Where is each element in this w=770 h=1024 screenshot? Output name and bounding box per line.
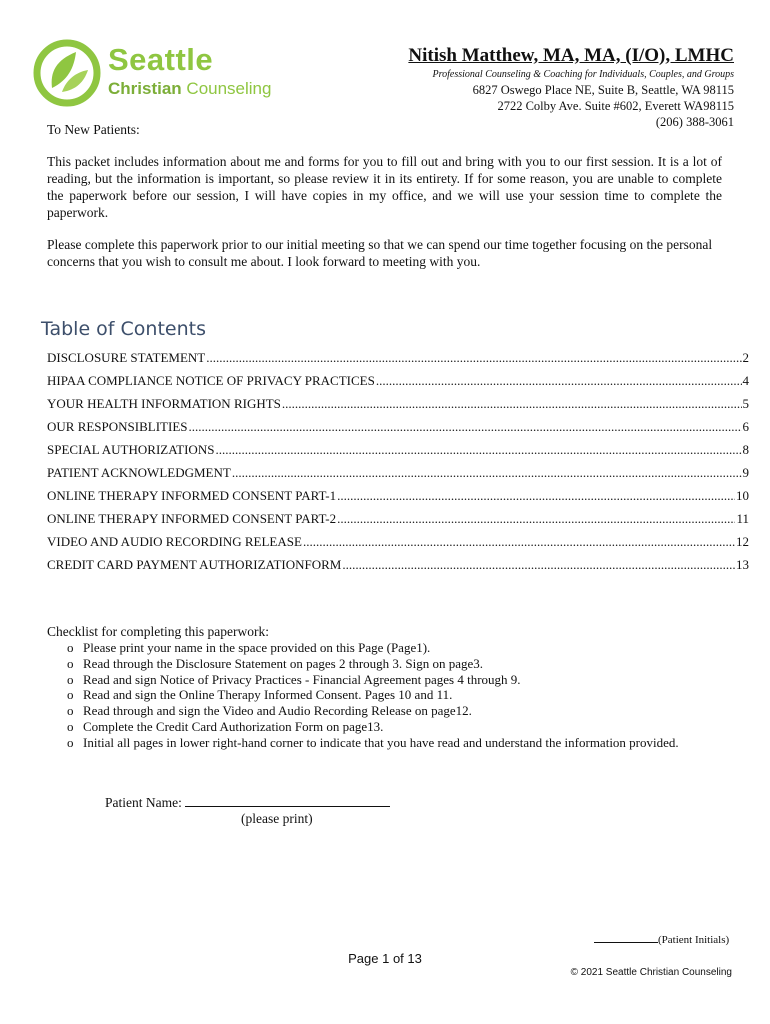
checklist-item	[67, 735, 679, 751]
toc-entry[interactable]	[47, 442, 749, 465]
checklist-item-text: Read and sign Notice of Privacy Practices - Financial Agreement pages 4 through 9.	[83, 671, 521, 687]
checklist-item	[67, 672, 679, 688]
toc-entry-title: ONLINE THERAPY INFORMED CONSENT PART-2	[47, 511, 337, 526]
toc-entry-title: OUR RESPONSIBLITIES	[47, 419, 188, 434]
toc-entry-title: HIPAA COMPLIANCE NOTICE OF PRIVACY PRACTICES	[47, 373, 375, 388]
checklist-bullet: o	[67, 640, 74, 655]
checklist-item	[67, 719, 679, 735]
print-hint: (please print)	[241, 811, 313, 826]
toc-entry-page: 13	[736, 557, 749, 572]
patient-name-row	[105, 793, 390, 811]
toc-dot-leader	[206, 350, 741, 366]
checklist-bullet: o	[67, 671, 74, 687]
checklist-item-text: Complete the Credit Card Authorization Form on page13.	[83, 718, 384, 734]
toc-entry-title: DISCLOSURE STATEMENT	[47, 350, 206, 365]
toc-entry[interactable]	[47, 511, 749, 534]
initials-label: (Patient Initials)	[658, 934, 730, 946]
checklist-bullet: o	[67, 703, 74, 719]
checklist-item	[67, 656, 679, 672]
address-seattle: 6827 Oswego Place NE, Suite B, Seattle, WA 98115	[472, 83, 734, 97]
checklist-item-text: Read and sign the Online Therapy Informed Consent. Pages 10 and 11.	[83, 687, 453, 703]
initials-field[interactable]	[594, 932, 658, 943]
toc-dot-leader	[342, 557, 735, 573]
toc-entry[interactable]	[47, 350, 749, 373]
toc-dot-leader	[337, 488, 735, 504]
toc-dot-leader	[337, 511, 735, 527]
toc-dot-leader	[282, 396, 742, 412]
toc-entry[interactable]	[47, 419, 749, 442]
checklist-bullet: o	[67, 687, 74, 703]
toc-entry-title: VIDEO AND AUDIO RECORDING RELEASE	[47, 534, 302, 549]
toc-entry-title: YOUR HEALTH INFORMATION RIGHTS	[47, 396, 281, 411]
checklist-item	[67, 640, 679, 656]
toc-entry-page: 2	[742, 350, 749, 365]
page-number: Page 1 of 13	[348, 951, 422, 966]
checklist-bullet: o	[67, 734, 74, 750]
toc-entry[interactable]	[47, 373, 749, 396]
toc-entry-title: PATIENT ACKNOWLEDGMENT	[47, 465, 231, 480]
practice-tagline: Professional Counseling & Coaching for Individuals, Couples, and Groups	[432, 69, 734, 80]
toc-dot-leader	[232, 465, 742, 481]
toc-entry[interactable]	[47, 396, 749, 419]
practitioner-name: Nitish Matthew, MA, MA, (I/O), LMHC	[408, 45, 734, 66]
leaf-logo-icon	[32, 38, 102, 108]
logo	[32, 38, 322, 108]
toc-entry-page: 4	[742, 373, 749, 388]
toc-entry[interactable]	[47, 557, 749, 580]
checklist-item-text: Please print your name in the space provided on this Page (Page1).	[83, 640, 431, 655]
request-paragraph: Please complete this paperwork prior to our initial meeting so that we can spend our time together focusing on the personal concerns that you wish to consult me about. I look forward to meeting with you.	[47, 237, 713, 269]
checklist-item	[67, 703, 679, 719]
toc-entry-title: CREDIT CARD PAYMENT AUTHORIZATIONFORM	[47, 557, 342, 572]
toc-entry-page: 11	[736, 511, 749, 526]
checklist	[67, 640, 679, 751]
intro-paragraph: This packet includes information about me and forms for you to fill out and bring with you to our first session. It is a lot of reading, but the information is important, so please review it in its entirety. If for some reason, you are unable to complete the paperwork before our session, I will have copies in my office, and we will use your session time to complete the paperwork.	[47, 154, 722, 220]
patient-name-field[interactable]	[185, 793, 390, 807]
toc-entry-page: 9	[742, 465, 749, 480]
toc-dot-leader	[303, 534, 735, 550]
table-of-contents	[47, 350, 749, 580]
patient-initials	[594, 932, 729, 946]
greeting: To New Patients:	[47, 122, 140, 137]
checklist-item	[67, 687, 679, 703]
toc-dot-leader	[376, 373, 742, 389]
toc-entry[interactable]	[47, 488, 749, 511]
toc-entry[interactable]	[47, 534, 749, 557]
toc-entry-page: 5	[742, 396, 749, 411]
toc-entry-page: 6	[742, 419, 749, 434]
toc-heading: Table of Contents	[41, 318, 206, 340]
patient-name-label: Patient Name:	[105, 795, 182, 810]
address-everett: 2722 Colby Ave. Suite #602, Everett WA98115	[497, 99, 734, 113]
checklist-item-text: Read through and sign the Video and Audio Recording Release on page12.	[83, 703, 472, 719]
phone-number: (206) 388-3061	[655, 115, 734, 129]
toc-entry-page: 8	[742, 442, 749, 457]
toc-dot-leader	[215, 442, 741, 458]
toc-entry-page: 12	[736, 534, 749, 549]
checklist-heading: Checklist for completing this paperwork:	[47, 624, 269, 639]
checklist-bullet: o	[67, 718, 74, 734]
practitioner-header	[408, 44, 734, 130]
toc-entry-title: ONLINE THERAPY INFORMED CONSENT PART-1	[47, 488, 337, 503]
checklist-bullet: o	[67, 655, 74, 671]
checklist-item-text: Initial all pages in lower right-hand corner to indicate that you have read and understand the information provided.	[83, 734, 679, 750]
checklist-item-text: Read through the Disclosure Statement on pages 2 through 3. Sign on page3.	[83, 655, 484, 671]
toc-entry[interactable]	[47, 465, 749, 488]
logo-title: Seattle	[108, 42, 214, 77]
copyright: © 2021 Seattle Christian Counseling	[570, 967, 732, 978]
logo-subtitle: Christian Counseling	[108, 79, 272, 98]
toc-entry-page: 10	[736, 488, 749, 503]
toc-entry-title: SPECIAL AUTHORIZATIONS	[47, 442, 215, 457]
toc-dot-leader	[189, 419, 742, 435]
